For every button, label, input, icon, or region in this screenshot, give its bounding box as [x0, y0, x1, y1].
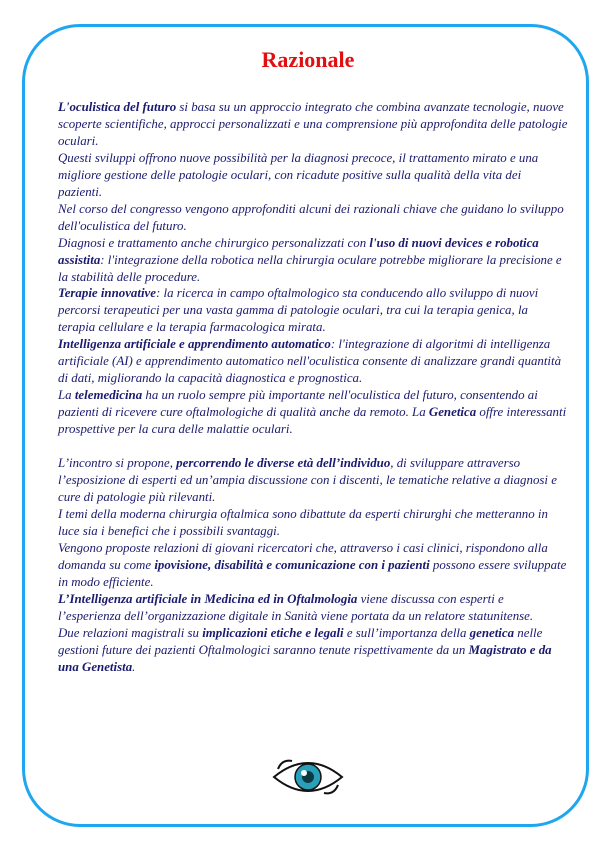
body-text: : l'integrazione di algoritmi di intelligenza artificiale (AI) e apprendimento automatico nell'oculistica consente di analizzare grandi quantità di dati, migliorando la capacità diagnostica e prognostica. [58, 337, 562, 386]
highlight-text: Magistrato e da una Genetista [58, 642, 552, 674]
body-text: , di sviluppare attraverso l’esposizione di esperti ed un’ampia discussione con i discenti, le tematiche relative a diagnosi e cure di patologie più rilevanti. [58, 456, 557, 504]
body-text: Questi sviluppi offrono nuove possibilità per la diagnosi precoce, il trattamento mirato e una migliore gestione delle patologie oculari, con ricadute positive sulla qualità della vita dei pazienti. [58, 150, 539, 199]
body-text: ha un ruolo sempre più importante nell'oculistica del futuro, consentendo ai pazienti di ricevere cure oftalmologiche di qualità anche da remoto. La [58, 388, 538, 420]
paragraph-p6 [58, 336, 568, 387]
body-text: nelle gestioni future dei pazienti Oftalmologici saranno tenute rispettivamente da un [58, 625, 543, 657]
paragraph-p9 [58, 506, 568, 540]
highlight-text: l'uso di nuovi devices e robotica assistita [58, 235, 539, 267]
body-text: Vengono proposte relazioni di giovani ricercatori che, attraverso i casi clinici, rispondono alla domanda su come [58, 540, 548, 572]
highlight-text: L’Intelligenza artificiale in Medicina ed in Oftalmologia [58, 591, 358, 606]
body-text: Diagnosi e trattamento anche chirurgico personalizzati con [58, 235, 370, 250]
body-text: Due relazioni magistrali su [58, 625, 203, 640]
body-text: L’incontro si propone, [58, 456, 177, 471]
highlight-text: L'oculistica del futuro [58, 100, 177, 114]
highlight-text: implicazioni etiche e legali [202, 625, 344, 640]
page-title: Razionale [261, 47, 355, 72]
highlight-text: telemedicina [74, 388, 143, 403]
highlight-text: Terapie innovative [58, 286, 156, 301]
highlight-text: percorrendo le diverse età dell’individuo [176, 456, 391, 471]
highlight-text: genetica [469, 625, 515, 640]
paragraph-spacer [58, 438, 568, 455]
paragraph-p3 [58, 201, 568, 235]
body-text: I temi della moderna chirurgia oftalmica sono dibattute da esperti chirurghi che metteranno in luce sia i benefici che i possibili svantaggi. [58, 506, 548, 538]
paragraph-p8 [58, 455, 568, 506]
body-text: possono essere sviluppate in modo efficiente. [58, 557, 567, 589]
paragraph-p5 [58, 285, 568, 336]
body-text: . [132, 659, 136, 674]
paragraph-p11 [58, 591, 568, 625]
body-text: : la ricerca in campo oftalmologico sta conducendo allo sviluppo di nuovi percorsi terapeutici per una vasta gamma di patologie oculari, tra cui la terapia genica, la terapia cellulare e la terapia farmacologica mirata. [58, 286, 539, 335]
highlight-text: Genetica [428, 405, 477, 420]
paragraph-p12 [58, 625, 568, 676]
body-text: e sull’importanza della [343, 625, 470, 640]
body-text: offre interessanti prospettive per la cura delle malattie oculari. [58, 405, 567, 437]
body-text: : l'integrazione della robotica nella chirurgia oculare potrebbe migliorare la precisione e la stabilità delle procedure. [58, 252, 562, 284]
body-text: viene discussa con esperti e l’esperienza dell’organizzazione digitale in Sanità viene portata da un relatore statunitense. [58, 591, 534, 623]
highlight-text: Intelligenza artificiale e apprendimento automatico [58, 337, 331, 352]
paragraph-p1 [58, 99, 568, 150]
rationale-text [58, 99, 568, 675]
highlight-text: ipovisione, disabilità e comunicazione con i pazienti [154, 557, 430, 572]
body-text: Nel corso del congresso vengono approfonditi alcuni dei razionali chiave che guidano lo sviluppo dell'oculistica del futuro. [58, 201, 564, 233]
paragraph-p10 [58, 540, 568, 591]
paragraph-p2 [58, 150, 568, 201]
paragraph-p7 [58, 387, 568, 438]
body-text: si basa su un approccio integrato che combina avanzate tecnologie, nuove scoperte scientifiche, approcci personalizzati e una comprensione più approfondita delle patologie oculari. [58, 100, 568, 148]
paragraph-p4 [58, 235, 568, 286]
body-text: La [58, 388, 75, 403]
eye-logo-icon [268, 755, 348, 799]
